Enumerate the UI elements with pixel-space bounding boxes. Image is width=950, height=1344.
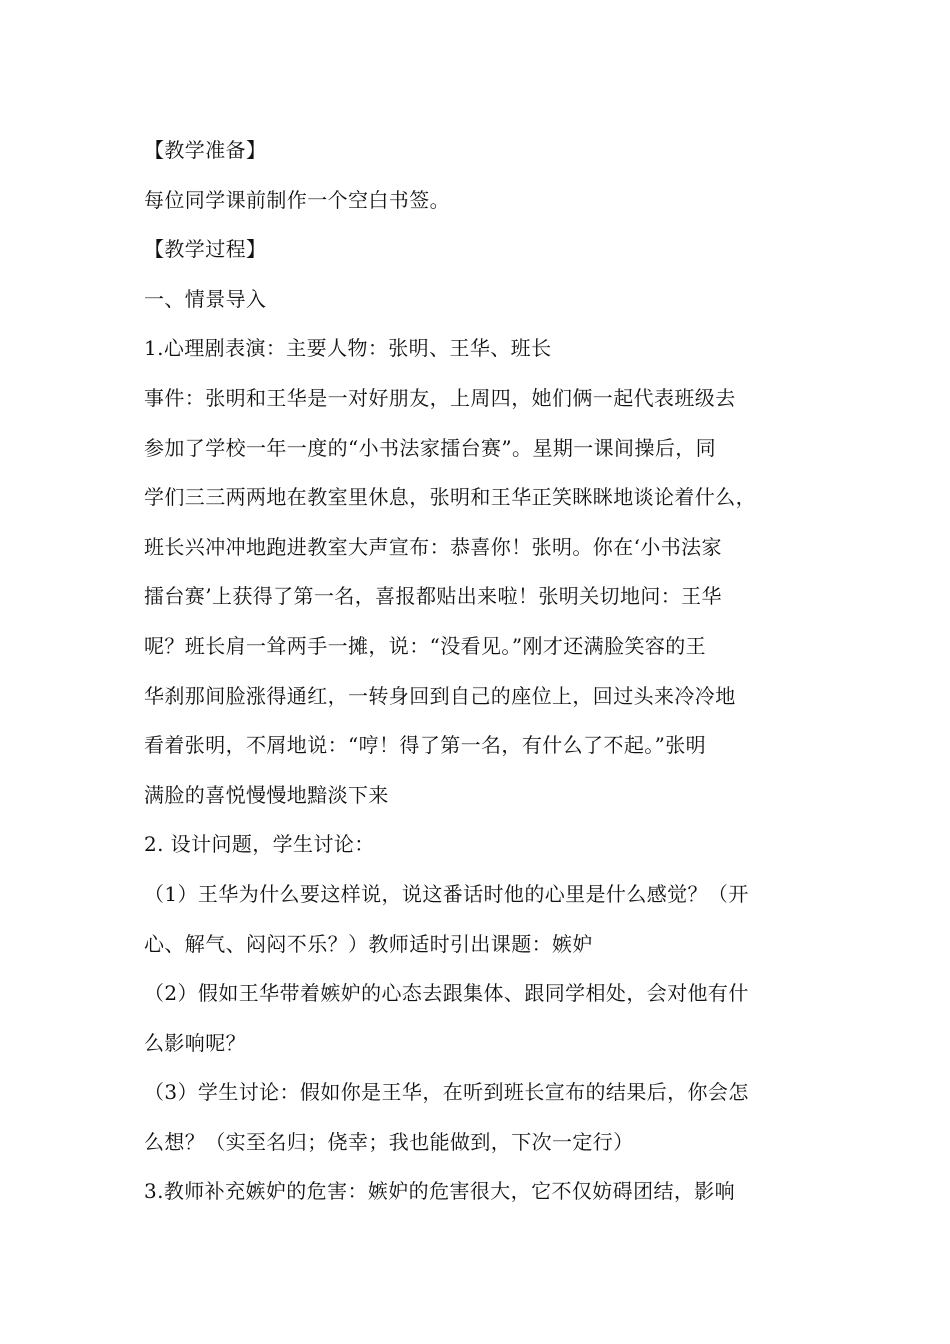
paragraph-preparation: 每位同学课前制作一个空白书签。: [144, 187, 450, 212]
section-heading-process: 【教学过程】: [144, 237, 267, 262]
list-item-envy-harm: 3.教师补充嫉妒的危害：嫉妒的危害很大，它不仅妨碍团结，影响: [144, 1179, 736, 1204]
section-heading-preparation: 【教学准备】: [144, 138, 267, 162]
paragraph-line: 学们三三两两地在教室里休息，张明和王华正笑眯眯地谈论着什么，: [144, 485, 756, 510]
paragraph-line: 参加了学校一年一度的“小书法家擂台赛”。星期一课间操后，同: [144, 435, 717, 460]
question-line: 么想？（实至名归；侥幸；我也能做到，下次一定行）: [144, 1129, 634, 1154]
paragraph-line: 事件：张明和王华是一对好朋友，上周四，她们俩一起代表班级去: [144, 385, 736, 410]
document-body: [144, 126, 824, 1217]
question-line: 么影响呢？: [144, 1030, 246, 1055]
question-line: （1）王华为什么要这样说，说这番话时他的心里是什么感觉？（开: [144, 881, 749, 906]
question-line: 心、解气、闷闷不乐？）教师适时引出课题：嫉妒: [144, 931, 593, 956]
paragraph-line: 呢？班长肩一耸两手一摊，说：“没看见。”刚才还满脸笑容的王: [144, 633, 707, 658]
paragraph-line: 擂台赛’上获得了第一名，喜报都贴出来啦！张明关切地问：王华: [144, 584, 722, 609]
subheading-scene-intro: 一、情景导入: [144, 286, 267, 311]
list-item-design-questions: 2. 设计问题，学生讨论：: [144, 832, 375, 857]
paragraph-line: 看着张明，不屑地说：“哼！得了第一名，有什么了不起。”张明: [144, 733, 707, 758]
paragraph-line: 满脸的喜悦慢慢地黯淡下来: [144, 782, 389, 807]
question-line: （2）假如王华带着嫉妒的心态去跟集体、跟同学相处，会对他有什: [144, 981, 749, 1006]
question-line: （3）学生讨论：假如你是王华，在听到班长宣布的结果后，你会怎: [144, 1080, 749, 1105]
list-item-psychodrama: 1.心理剧表演：主要人物：张明、王华、班长: [144, 336, 552, 361]
paragraph-line: 班长兴冲冲地跑进教室大声宣布：恭喜你！张明。你在‘小书法家: [144, 534, 722, 559]
paragraph-line: 华刹那间脸涨得通红，一转身回到自己的座位上，回过头来冷冷地: [144, 683, 736, 708]
